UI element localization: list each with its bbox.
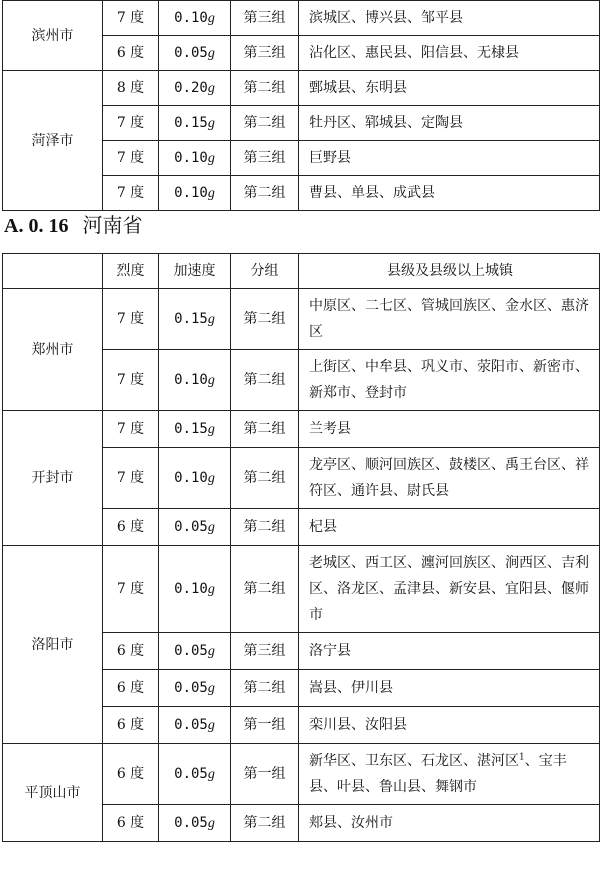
table-row [3, 1, 600, 36]
intensity-cell: 6 度 [103, 670, 159, 707]
towns-cell: 郏县、汝州市 [299, 805, 600, 842]
header-acceleration: 加速度 [159, 254, 231, 289]
section-number: A. 0. 16 [4, 215, 69, 237]
group-cell: 第二组 [231, 411, 299, 448]
acceleration-cell: 0.10g [159, 1, 231, 36]
group-cell: 第二组 [231, 546, 299, 633]
group-cell: 第二组 [231, 106, 299, 141]
table-row [3, 71, 600, 106]
acceleration-cell: 0.15g [159, 106, 231, 141]
acceleration-cell: 0.20g [159, 71, 231, 106]
towns-cell: 沾化区、惠民县、阳信县、无棣县 [299, 36, 600, 71]
intensity-cell: 7 度 [103, 106, 159, 141]
group-cell: 第一组 [231, 707, 299, 744]
intensity-cell: 7 度 [103, 141, 159, 176]
group-cell: 第二组 [231, 805, 299, 842]
towns-cell: 中原区、二七区、管城回族区、金水区、惠济区 [299, 289, 600, 350]
towns-cell: 鄄城县、东明县 [299, 71, 600, 106]
acceleration-cell: 0.05g [159, 805, 231, 842]
towns-cell: 老城区、西工区、瀍河回族区、涧西区、吉利区、洛龙区、孟津县、新安县、宜阳县、偃师市 [299, 546, 600, 633]
group-cell: 第三组 [231, 36, 299, 71]
table-row [3, 744, 600, 805]
intensity-cell: 6 度 [103, 509, 159, 546]
group-cell: 第三组 [231, 1, 299, 36]
towns-cell: 洛宁县 [299, 633, 600, 670]
group-cell: 第一组 [231, 744, 299, 805]
intensity-cell: 8 度 [103, 71, 159, 106]
group-cell: 第二组 [231, 71, 299, 106]
table-row [3, 411, 600, 448]
group-cell: 第二组 [231, 509, 299, 546]
acceleration-cell: 0.05g [159, 633, 231, 670]
acceleration-cell: 0.05g [159, 670, 231, 707]
towns-cell: 新华区、卫东区、石龙区、湛河区$^1$、宝丰县、叶县、鲁山县、舞钢市 [299, 744, 600, 805]
intensity-cell: 6 度 [103, 633, 159, 670]
seismic-table-henan [2, 253, 600, 842]
section-heading [4, 210, 142, 240]
towns-cell: 杞县 [299, 509, 600, 546]
acceleration-cell: 0.10g [159, 448, 231, 509]
towns-cell: 曹县、单县、成武县 [299, 176, 600, 211]
city-name: 菏泽市 [3, 71, 103, 211]
header-city [3, 254, 103, 289]
towns-cell: 兰考县 [299, 411, 600, 448]
towns-cell: 牡丹区、郓城县、定陶县 [299, 106, 600, 141]
acceleration-cell: 0.15g [159, 289, 231, 350]
table-row [3, 546, 600, 633]
group-cell: 第二组 [231, 176, 299, 211]
intensity-cell: 7 度 [103, 411, 159, 448]
acceleration-cell: 0.10g [159, 350, 231, 411]
intensity-cell: 7 度 [103, 546, 159, 633]
acceleration-cell: 0.05g [159, 744, 231, 805]
intensity-cell: 7 度 [103, 176, 159, 211]
acceleration-cell: 0.10g [159, 546, 231, 633]
header-group: 分组 [231, 254, 299, 289]
intensity-cell: 6 度 [103, 744, 159, 805]
towns-cell: 上街区、中牟县、巩义市、荥阳市、新密市、新郑市、登封市 [299, 350, 600, 411]
towns-cell: 栾川县、汝阳县 [299, 707, 600, 744]
intensity-cell: 7 度 [103, 1, 159, 36]
towns-cell: 巨野县 [299, 141, 600, 176]
city-name: 开封市 [3, 411, 103, 546]
footnote-marker: 1 [519, 752, 525, 763]
group-cell: 第三组 [231, 633, 299, 670]
intensity-cell: 6 度 [103, 36, 159, 71]
header-intensity: 烈度 [103, 254, 159, 289]
group-cell: 第二组 [231, 350, 299, 411]
acceleration-cell: 0.05g [159, 36, 231, 71]
seismic-table-continued [2, 0, 600, 211]
group-cell: 第二组 [231, 670, 299, 707]
table-row [3, 289, 600, 350]
group-cell: 第二组 [231, 289, 299, 350]
intensity-cell: 7 度 [103, 350, 159, 411]
acceleration-cell: 0.10g [159, 176, 231, 211]
group-cell: 第二组 [231, 448, 299, 509]
city-name: 郑州市 [3, 289, 103, 411]
acceleration-cell: 0.15g [159, 411, 231, 448]
city-name: 平顶山市 [3, 744, 103, 842]
city-name: 洛阳市 [3, 546, 103, 744]
towns-cell: 滨城区、博兴县、邹平县 [299, 1, 600, 36]
acceleration-cell: 0.05g [159, 509, 231, 546]
acceleration-cell: 0.10g [159, 141, 231, 176]
section-name: 河南省 [82, 213, 143, 237]
intensity-cell: 6 度 [103, 707, 159, 744]
intensity-cell: 7 度 [103, 448, 159, 509]
intensity-cell: 6 度 [103, 805, 159, 842]
table-header-row [3, 254, 600, 289]
city-name: 滨州市 [3, 1, 103, 71]
header-towns: 县级及县级以上城镇 [299, 254, 600, 289]
acceleration-cell: 0.05g [159, 707, 231, 744]
towns-cell: 龙亭区、顺河回族区、鼓楼区、禹王台区、祥符区、通许县、尉氏县 [299, 448, 600, 509]
group-cell: 第三组 [231, 141, 299, 176]
intensity-cell: 7 度 [103, 289, 159, 350]
towns-cell: 嵩县、伊川县 [299, 670, 600, 707]
